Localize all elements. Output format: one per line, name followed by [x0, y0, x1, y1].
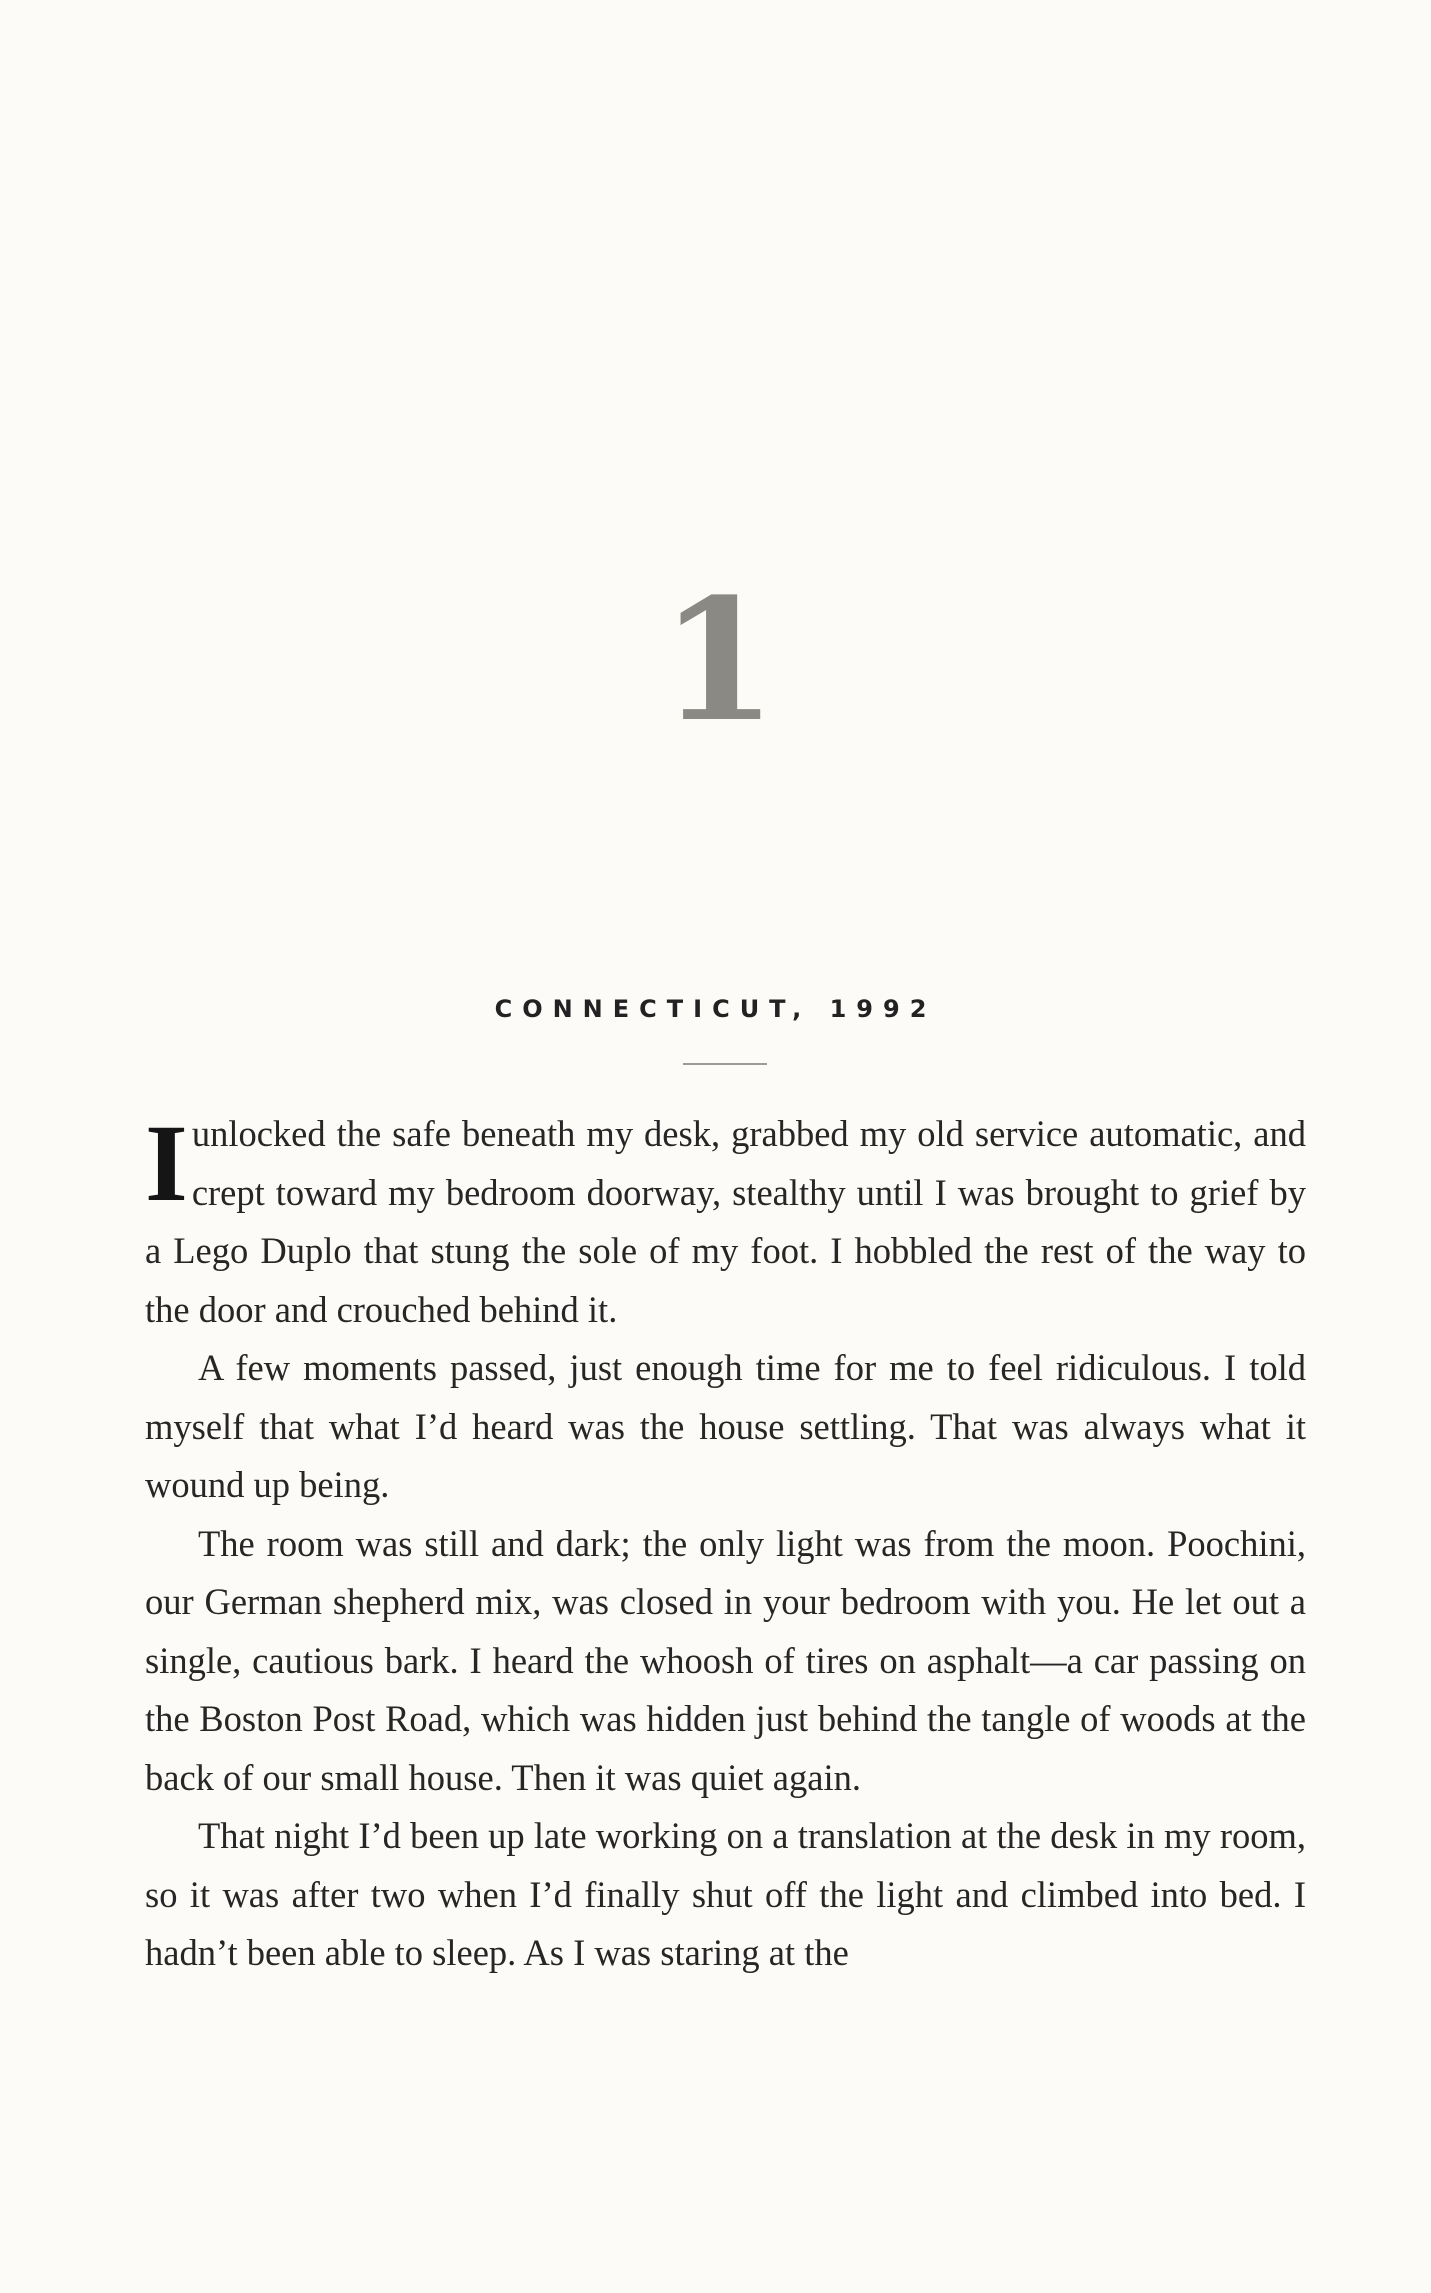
- paragraph-3: The room was still and dark; the only light was from the moon. Poochini, our German shepherd mix, was closed in your bedroom with you. He let out a single, cautious bark. I heard the whoosh of tires on asphalt—a car passing on the Boston Post Road, which was hidden just behind the tangle of woods at the back of our small house. Then it was quiet again.: [145, 1522, 1306, 1798]
- paragraph-1-text: unlocked the safe beneath my desk, grabbed my old service automatic, and crept toward my bedroom doorway, stealthy until I was brought to grief by a Lego Duplo that stung the sole of my foot. I hobbled the rest of the way to the door and crouched behind it.: [145, 1113, 1306, 1330]
- paragraph-2: A few moments passed, just enough time for me to feel ridiculous. I told myself that what I’d heard was the house settling. That was always what it wound up being.: [145, 1347, 1306, 1505]
- chapter-body: [145, 1102, 1306, 1983]
- chapter-number: 1: [660, 561, 771, 759]
- paragraph-1: [145, 1102, 1306, 1339]
- chapter-place-date: CONNECTICUT, 1992: [494, 995, 937, 1023]
- section-divider: [683, 1063, 767, 1065]
- drop-cap: I: [145, 1102, 188, 1224]
- paragraph-4: That night I’d been up late working on a translation at the desk in my room, so it was after two when I’d finally shut off the light and climbed into bed. I hadn’t been able to sleep. As I was staring at the: [145, 1815, 1306, 1973]
